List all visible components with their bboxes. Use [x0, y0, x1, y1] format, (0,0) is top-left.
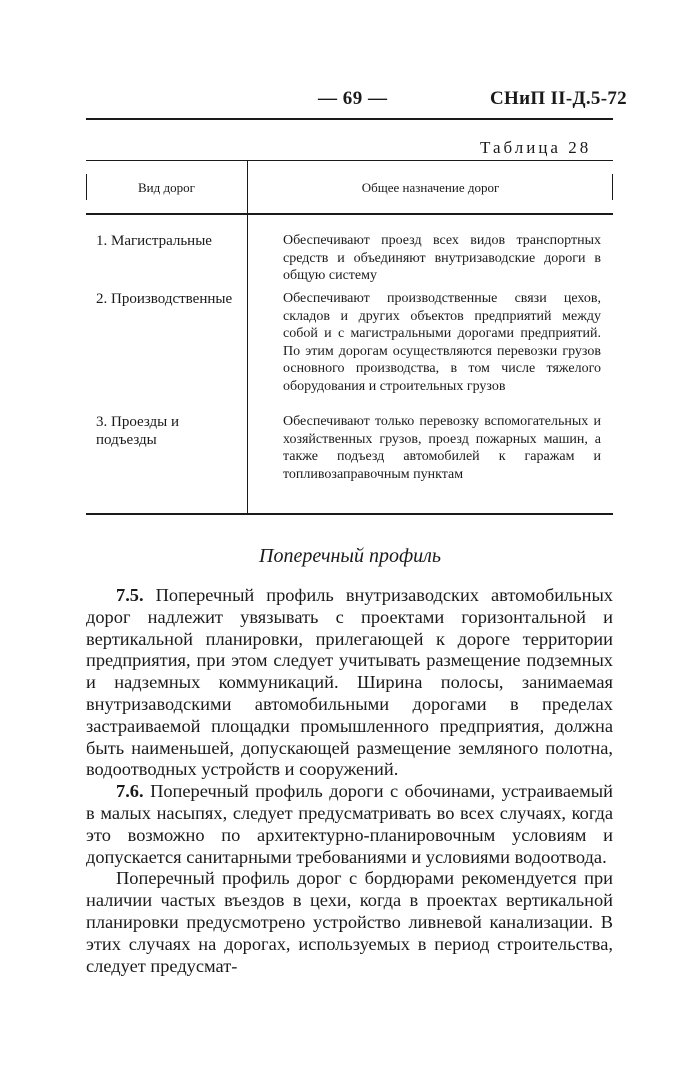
- table-bottom-rule: [86, 513, 613, 515]
- table-row-2-purpose: Обеспечивают производственные связи цехов, складов и других объектов предприятий между собой и с магистральными дорогами предприятий. По этим дорогам осуществляются перевозки грузов основного производства, в том числе тяжелого оборудования и строительных грузов: [283, 291, 601, 394]
- paragraph-text: Поперечный профиль дороги с обочинами, устраиваемый в малых насыпях, следует предусматривать во всех случаях, когда это возможно по архитектурно-планировочным условиям и допускается санитарными требованиями и условиями водоотвода.: [86, 781, 613, 867]
- page-number: — 69 —: [318, 88, 388, 109]
- table-row-2-kind: 2. Производственные: [96, 291, 233, 307]
- table-title: Таблица 28: [480, 138, 592, 157]
- section-title: Поперечный профиль: [259, 545, 441, 567]
- paragraph-text: Поперечный профиль дорог с бордюрами рекомендуется при наличии частых въездов в цехи, когда в проектах вертикальной планировки предусмотрено устройство ливневой канализации. В этих случаях на дорогах, используемых в период строительства, следует предусмат-: [86, 868, 613, 976]
- road-types-table: [86, 160, 613, 515]
- paragraph-number: 7.6.: [116, 781, 144, 802]
- paragraph-curbs: [86, 868, 613, 977]
- table-column-divider: [247, 160, 248, 515]
- table-header-rule: [86, 213, 613, 215]
- paragraph-7-5: [86, 585, 613, 781]
- section-body: [86, 585, 613, 977]
- column-header-road-kind: Вид дорог: [138, 180, 195, 195]
- table-top-rule: [86, 160, 613, 161]
- paragraph-7-6: [86, 781, 613, 868]
- document-code: СНиП II-Д.5-72: [490, 88, 627, 109]
- paragraph-text: Поперечный профиль внутризаводских автомобильных дорог надлежит увязывать с проектами горизонтальной и вертикальной планировки, прилегающей к дороге территории предприятия, при этом следует учитывать размещение подземных и надземных коммуникаций. Ширина полосы, занимаемая внутризаводскими автомобильными дорогами в пределах застраиваемой площадки промышленного предприятия, должна быть наименьшей, допускающей размещение земляного полотна, водоотводных устройств и сооружений.: [86, 585, 613, 780]
- table-row-3-kind: 3. Проезды и подъезды: [96, 414, 179, 448]
- table-row-1-purpose: Обеспечивают проезд всех видов транспортных средств и объединяют внутризаводские дороги в общую систему: [283, 233, 601, 283]
- table-row-3-purpose: Обеспечивают только перевозку вспомогательных и хозяйственных грузов, проезд пожарных машин, а также подъезд автомобилей к гаражам и топливозаправочным пунктам: [283, 414, 601, 482]
- column-header-road-purpose: Общее назначение дорог: [361, 180, 500, 195]
- header-rule: [86, 118, 613, 120]
- paragraph-number: 7.5.: [116, 585, 144, 605]
- table-row-1-kind: 1. Магистральные: [96, 233, 212, 249]
